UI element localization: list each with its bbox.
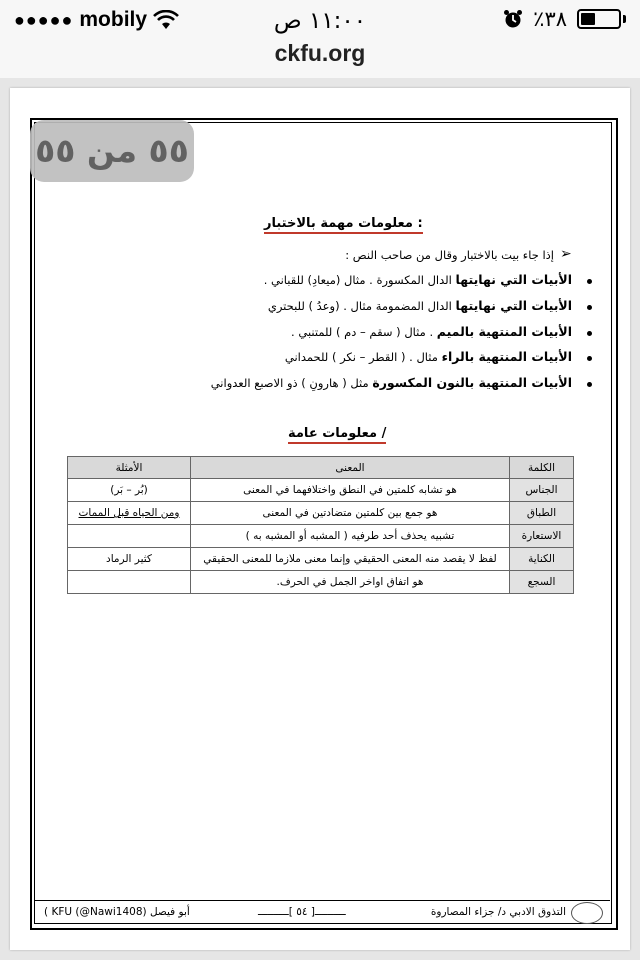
signal-strength-icon: ●●●●● [14, 9, 74, 30]
table-cell-example: (بُر – بَر) [68, 479, 191, 502]
table-cell-meaning: هو تشابه كلمتين في النطق واختلافهما في المعنى [191, 479, 510, 502]
table-cell-meaning: تشبيه يحذف أحد طرفيه ( المشبه أو المشبه به ) [191, 525, 510, 548]
footer-author: ( KFU (@Nawi1408) أبو فيصل [44, 906, 190, 918]
intro-line: إذا جاء بيت بالاختبار وقال من صاحب النص : [345, 248, 554, 262]
table-cell-word: الاستعارة [510, 525, 574, 548]
pdf-viewport[interactable] [0, 78, 640, 960]
bullet-icon [587, 331, 592, 336]
column-header: المعنى [191, 457, 510, 479]
table-header-row [68, 457, 574, 479]
footer-page-number: ــــــــــ[ ٥٤ ]ــــــــــ [258, 906, 346, 918]
list-item: الأبيات المنتهية بالميم . مثال ( سقم – دم ) للمتنبي . [291, 324, 572, 339]
arrow-bullet-icon: ➢ [560, 246, 572, 262]
column-header: الكلمة [510, 457, 574, 479]
list-item: الأبيات التي نهايتها الدال المكسورة . مثال (ميعادِ) للقباني . [263, 272, 572, 287]
carrier-name: mobily [79, 8, 148, 31]
footer-course: التذوق الادبي د/ جزاء المصاروة [430, 906, 566, 918]
battery-level [581, 13, 595, 25]
battery-tip [623, 15, 626, 23]
status-right [503, 7, 626, 31]
column-header: الأمثلة [68, 457, 191, 479]
battery-icon [577, 9, 621, 29]
table-row [68, 571, 574, 594]
list-item: الأبيات المنتهية بالنون المكسورة مثل ( هارونِ ) ذو الاصبع العدواني [210, 375, 572, 390]
table-cell-example [68, 571, 191, 594]
pdf-page [10, 88, 630, 950]
table-cell-word: الطباق [510, 502, 574, 525]
table-cell-example: ومن الحياه قبل الممات [68, 502, 191, 525]
bullet-icon [587, 279, 592, 284]
footer-divider [34, 900, 610, 901]
bullet-icon [587, 382, 592, 387]
table-row [68, 548, 574, 571]
footer-author-tag: KFU (@Nawi1408) [51, 906, 147, 918]
table-cell-meaning: لفظ لا يقصد منه المعنى الحقيقي وإنما معنى ملازما للمعنى الحقيقي [191, 548, 510, 571]
table-row [68, 525, 574, 548]
table-cell-example: كثير الرماد [68, 548, 191, 571]
page-indicator: ٥٥ من ٥٥ [30, 120, 194, 182]
battery-percent: ٪٣٨ [533, 7, 567, 31]
table-cell-word: الجناس [510, 479, 574, 502]
section-general-title: معلومات عامة / [288, 426, 386, 441]
address-bar[interactable]: ckfu.org [274, 40, 366, 66]
info-table [67, 456, 574, 594]
table-row [68, 479, 574, 502]
footer-author-name: أبو فيصل [149, 906, 190, 918]
clock: ١١:٠٠ ص [273, 8, 367, 34]
table-cell-word: الكناية [510, 548, 574, 571]
university-seal-icon [571, 902, 603, 924]
table-cell-word: السجع [510, 571, 574, 594]
list-item: الأبيات المنتهية بالراء مثال . ( القطر – نكر ) للحمداني [284, 349, 572, 364]
status-bar [0, 0, 640, 40]
alarm-clock-icon [503, 9, 523, 29]
bullet-icon [587, 305, 592, 310]
table-row [68, 502, 574, 525]
bullet-icon [587, 356, 592, 361]
table-cell-meaning: هو اتفاق اواخر الجمل في الحرف. [191, 571, 510, 594]
table-cell-meaning: هو جمع بين كلمتين متضادتين في المعنى [191, 502, 510, 525]
list-item: الأبيات التي نهايتها الدال المضمومة مثال . (وعدُ ) للبحتري [267, 298, 572, 313]
section-important-title: معلومات مهمة بالاختبار : [264, 216, 423, 231]
table-cell-example [68, 525, 191, 548]
